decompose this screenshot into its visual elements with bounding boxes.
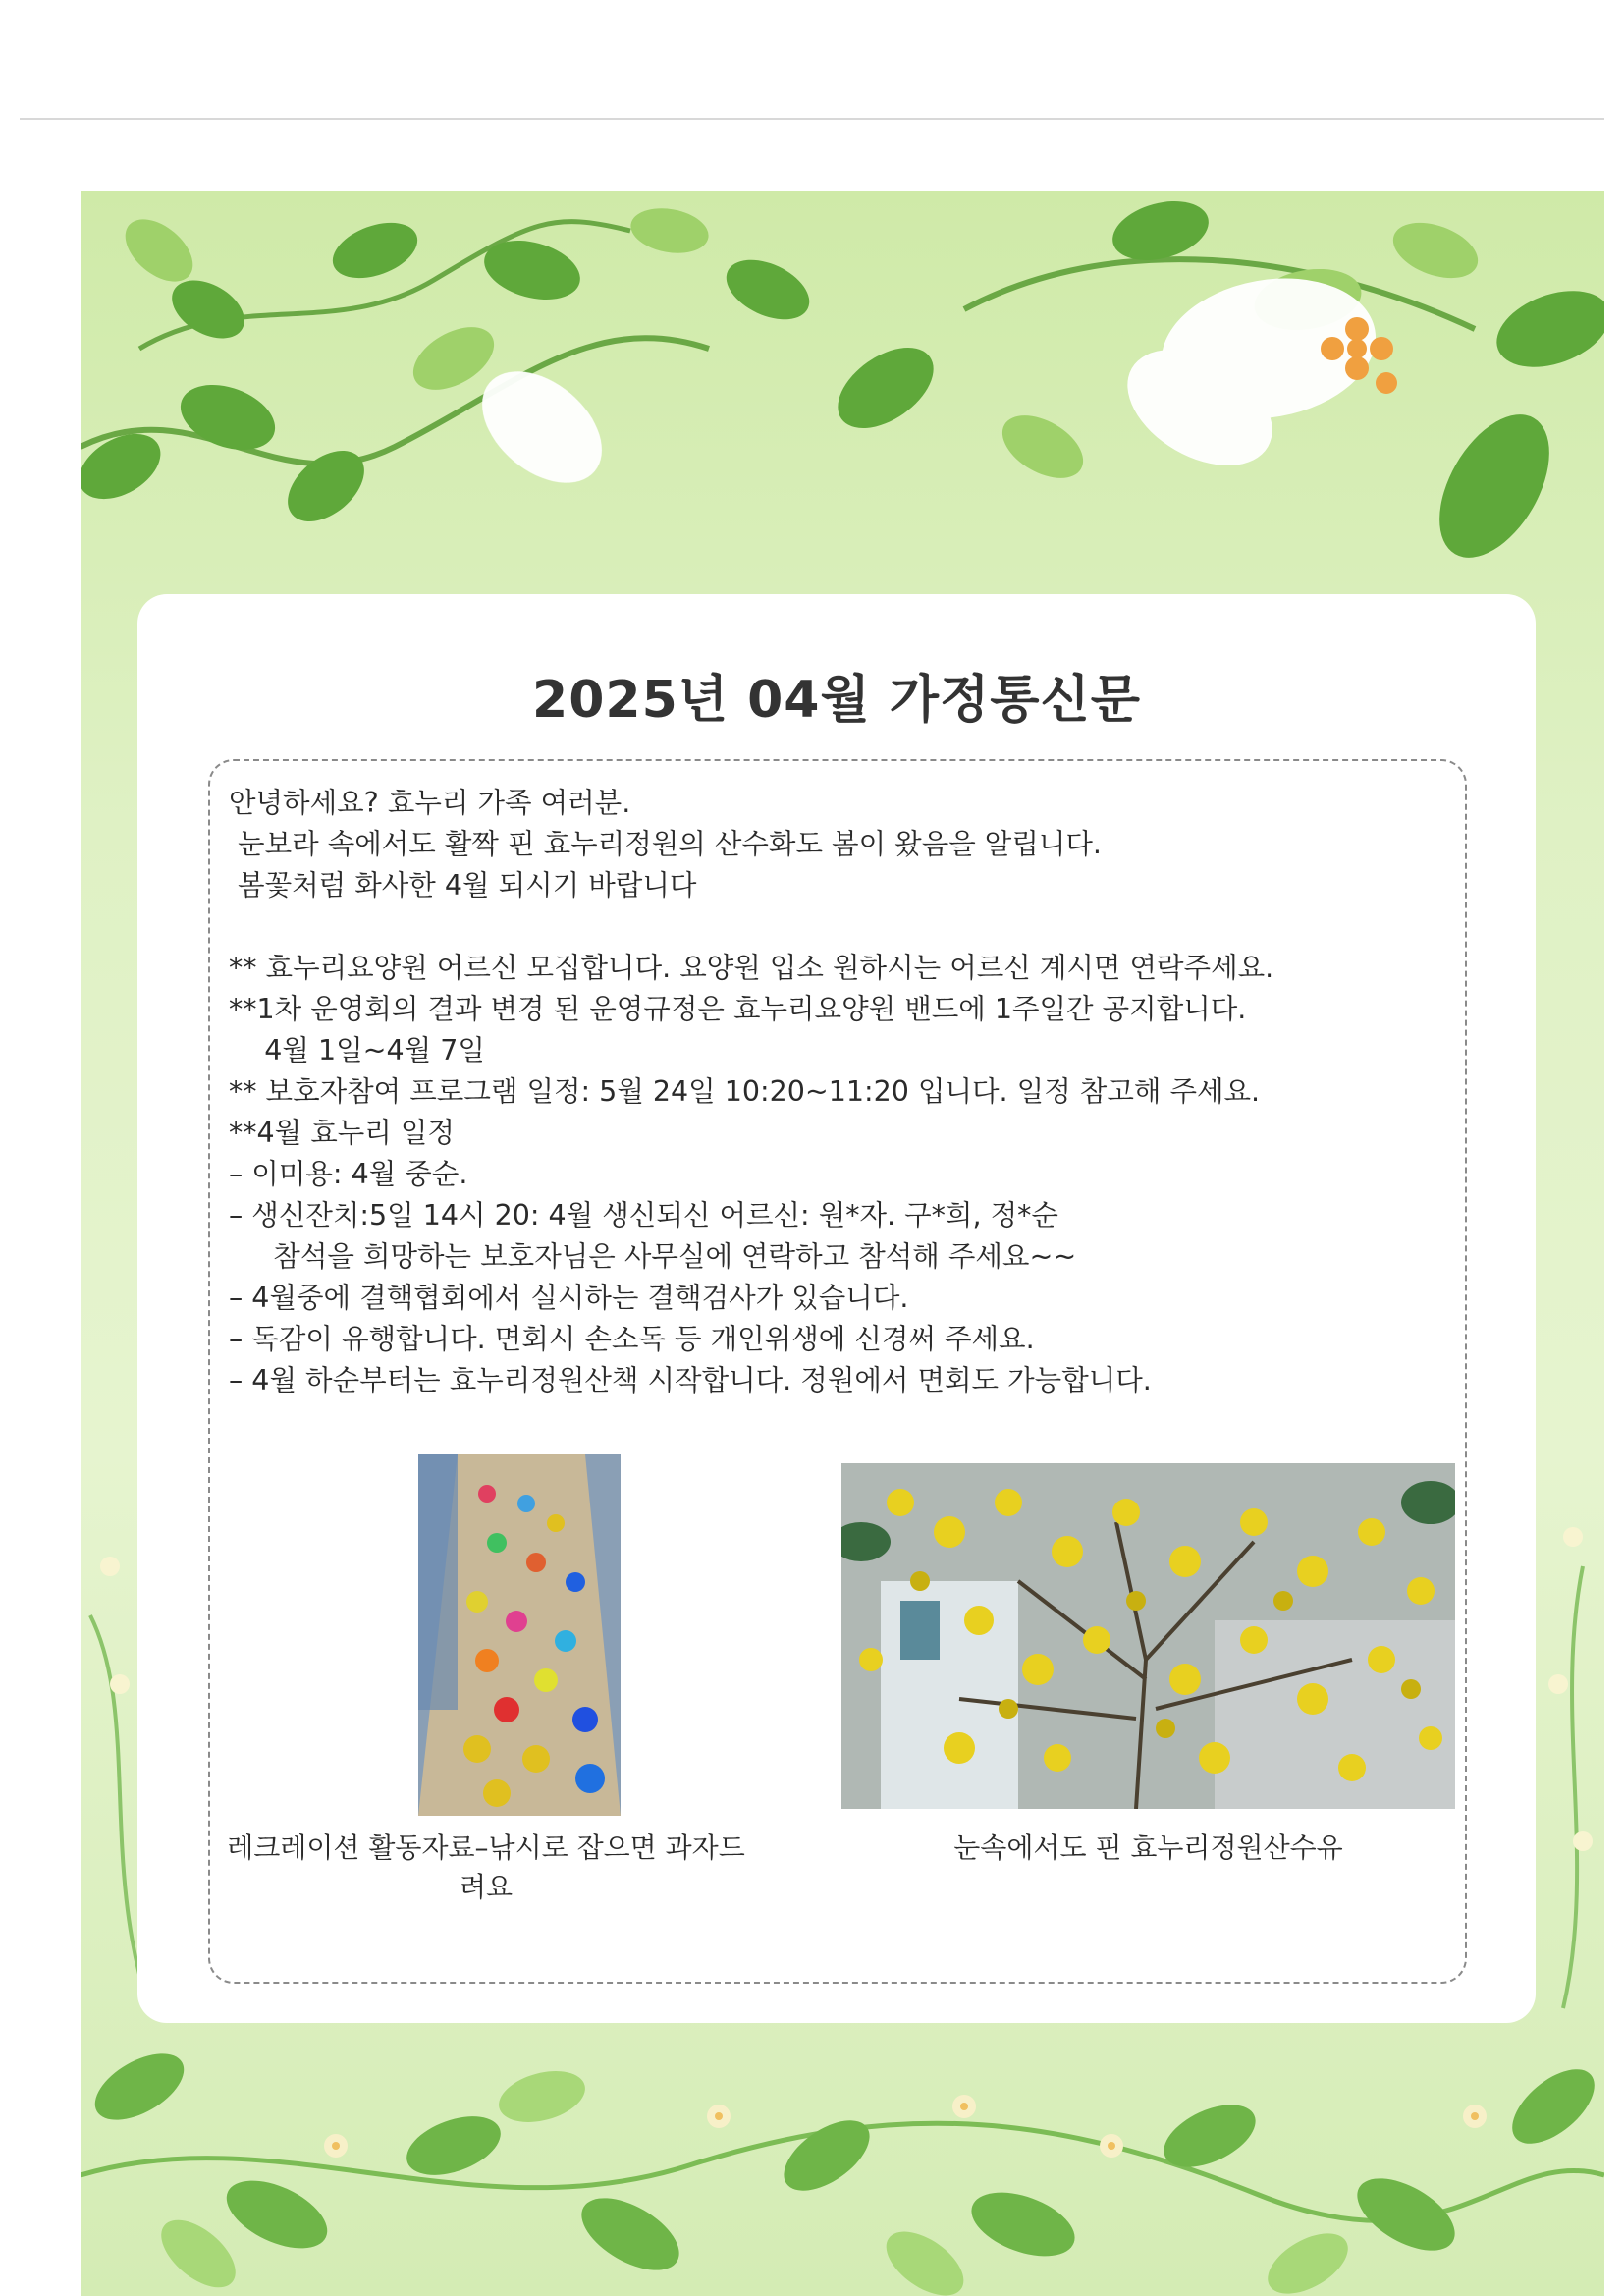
caption-line: 레크레이션 활동자료–낚시로 잡으면 과자드	[227, 1831, 745, 1864]
notice-line: **4월 효누리 일정	[229, 1117, 455, 1149]
newsletter-body	[229, 783, 1456, 1401]
greeting-line: 봄꽃처럼 화사한 4월 되시기 바랍니다	[229, 869, 697, 902]
notice-line: – 4월중에 결핵협회에서 실시하는 결핵검사가 있습니다.	[229, 1282, 909, 1314]
notice-line: – 독감이 유행합니다. 면회시 손소독 등 개인위생에 신경써 주세요.	[229, 1323, 1035, 1355]
notice-line: – 4월 하순부터는 효누리정원산책 시작합니다. 정원에서 면회도 가능합니다.	[229, 1364, 1152, 1396]
scan-top-rule	[20, 118, 1604, 120]
garden-caption: 눈속에서도 핀 효누리정원산수유	[953, 1831, 1343, 1864]
notice-line: ** 보호자참여 프로그램 일정: 5월 24일 10:20~11:20 입니다. 일정 참고해 주세요.	[229, 1075, 1261, 1108]
notice-line: – 생신잔치:5일 14시 20: 4월 생신되신 어르신: 원*자. 구*희, 정*순	[229, 1199, 1058, 1231]
greeting-line: 눈보라 속에서도 활짝 핀 효누리정원의 산수화도 봄이 왔음을 알립니다.	[229, 828, 1102, 860]
notice-line: 참석을 희망하는 보호자님은 사무실에 연락하고 참석해 주세요~~	[229, 1240, 1077, 1273]
caption-line: 려요	[459, 1871, 514, 1903]
garden-photo	[841, 1463, 1455, 1809]
notice-line: **1차 운영회의 결과 변경 된 운영규정은 효누리요양원 밴드에 1주일간 공지합니다.	[229, 993, 1247, 1025]
greeting-line: 안녕하세요? 효누리 가족 여러분.	[229, 787, 631, 819]
newsletter-page	[81, 191, 1604, 2296]
notice-line: 4월 1일~4월 7일	[229, 1034, 485, 1066]
recreation-photo	[418, 1454, 621, 1816]
content-card	[137, 594, 1536, 2023]
notice-line: ** 효누리요양원 어르신 모집합니다. 요양원 입소 원하시는 어르신 계시면 연락주세요.	[229, 952, 1274, 984]
notice-line: – 이미용: 4월 중순.	[229, 1158, 468, 1190]
recreation-caption	[226, 1829, 746, 1907]
page-title: 2025년 04월 가정통신문	[532, 671, 1141, 730]
